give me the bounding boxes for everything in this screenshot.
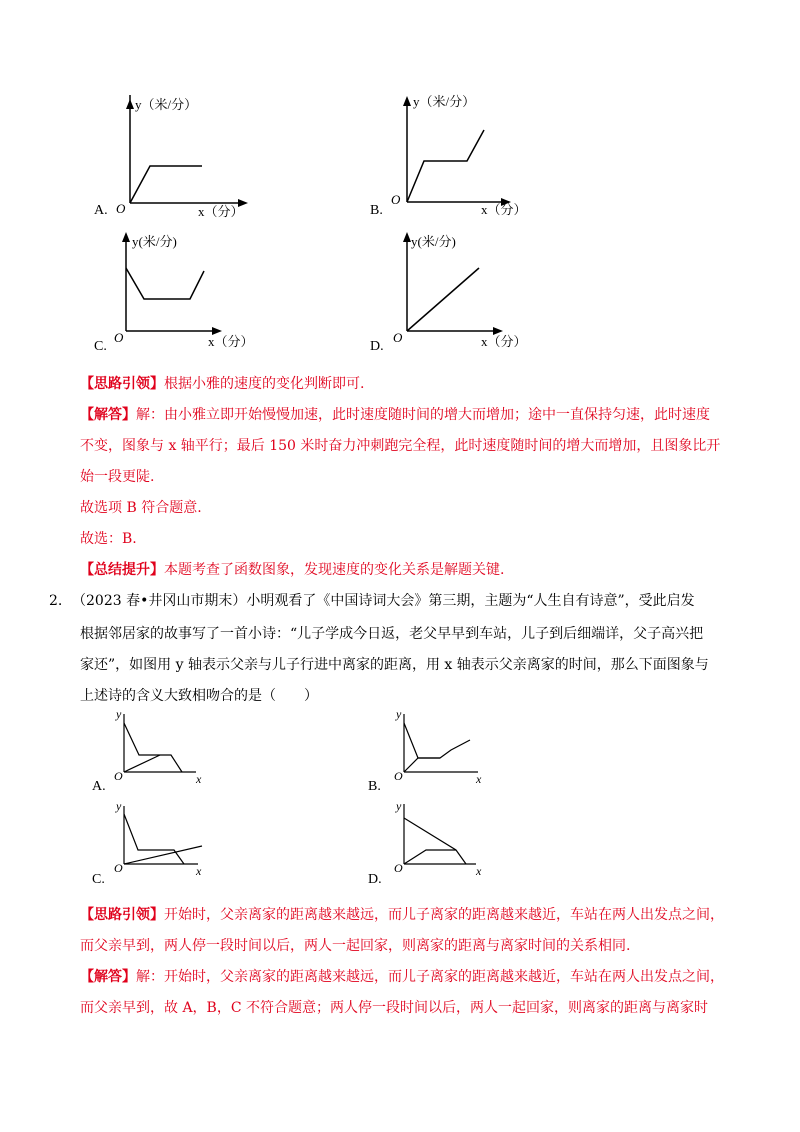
y-axis-label: y(米/分) [132, 234, 177, 249]
origin-label: O [116, 201, 126, 216]
q1-graph-a [110, 95, 270, 225]
q1-graph-b [385, 92, 545, 222]
q2-hint-line-1 [80, 905, 724, 925]
y-axis-label: y [116, 799, 122, 813]
q2-hint-line-2: 而父亲早到，两人停一段时间以后，两人一起回家，则离家的距离与离家时间的关系相同. [80, 938, 631, 954]
origin-label: O [391, 192, 401, 207]
x-axis-label: x [196, 864, 202, 878]
q2-hint-tag: 【思路引领】 [80, 907, 164, 923]
q2-answer-tag: 【解答】 [80, 969, 136, 985]
q2-graph-a [108, 708, 218, 788]
y-axis-label: y [396, 799, 402, 813]
x-axis-label: x [476, 864, 482, 878]
q1-answer-tag: 【解答】 [80, 407, 136, 423]
origin-label: O [114, 330, 124, 345]
q2-option-d-letter[interactable]: D. [368, 872, 382, 887]
y-axis-label: y(米/分) [411, 234, 456, 249]
speed-curve [407, 130, 484, 202]
q2-option-c-letter[interactable]: C. [92, 872, 105, 887]
q1-answer-line-3: 始一段更陡. [80, 469, 155, 485]
q1-answer-line-2: 不变，图象与 x 轴平行；最后 150 米时奋力冲刺跑完全程，此时速度随时间的增大而增加，且图象比开 [80, 438, 721, 454]
son-curve [124, 755, 160, 772]
y-axis-label: y（米/分） [135, 97, 198, 112]
speed-curve [126, 268, 204, 299]
origin-label: O [114, 769, 123, 783]
father-curve [124, 723, 182, 772]
q1-graph-d [385, 228, 545, 348]
q2-graph-c [108, 800, 218, 880]
q2-hint-text-1: 开始时，父亲离家的距离越来越远，而儿子离家的距离越来越近，车站在两人出发点之间， [164, 907, 724, 923]
q1-hint-text: 根据小雅的速度的变化判断即可. [164, 376, 365, 392]
q2-stem-line-2: 根据邻居家的故事写了一首小诗：“儿子学成今日返，老父早早到车站，儿子到后细端详，父子高兴把 [80, 626, 704, 642]
q1-option-a-letter[interactable]: A. [94, 203, 108, 218]
father-curve [404, 723, 440, 758]
q2-number: 2. [49, 593, 63, 609]
y-arrow-icon [126, 99, 134, 109]
q1-hint-tag: 【思路引领】 [80, 376, 164, 392]
q1-choice: 故选：B. [80, 531, 137, 547]
x-axis-label: x [196, 772, 202, 786]
x-axis-label: x（分） [208, 334, 254, 349]
q2-option-b-letter[interactable]: B. [368, 779, 381, 794]
speed-curve [407, 268, 479, 331]
q2-option-a-letter[interactable]: A. [92, 779, 106, 794]
son-curve [404, 850, 456, 864]
q2-answer-text-1: 解：开始时，父亲离家的距离越来越远，而儿子离家的距离越来越近，车站在两人出发点之间， [136, 969, 724, 985]
speed-curve [130, 166, 202, 203]
q2-answer-line-2: 而父亲早到，故 A，B，C 不符合题意；两人停一段时间以后，两人一起回家，则离家的距离与离家时 [80, 1000, 709, 1016]
y-arrow-icon [122, 232, 130, 242]
q1-answer-line-1 [80, 405, 710, 425]
q1-option-c-letter[interactable]: C. [94, 339, 107, 354]
q2-graph-d [388, 800, 498, 880]
y-axis-label: y [116, 707, 122, 721]
origin-label: O [394, 861, 403, 875]
q2-stem-line-4: 上述诗的含义大致相吻合的是（ ） [80, 688, 318, 704]
y-axis-label: y（米/分） [413, 94, 476, 109]
y-arrow-icon [403, 232, 411, 242]
q2-stem-line-1: （2023 春•井冈山市期末）小明观看了《中国诗词大会》第三期，主题为“人生自有诗意”，受此启发 [72, 593, 695, 609]
x-axis-label: x（分） [198, 204, 244, 219]
q1-summary-tag: 【总结提升】 [80, 562, 164, 578]
son-curve [124, 846, 202, 864]
father-curve [404, 818, 466, 864]
y-axis-label: y [396, 707, 402, 721]
q1-option-b-letter[interactable]: B. [370, 203, 383, 218]
q1-option-d-letter[interactable]: D. [370, 339, 384, 354]
x-axis-label: x（分） [481, 334, 527, 349]
son-curve [404, 740, 470, 772]
q2-answer-line-1 [80, 967, 724, 987]
q1-graph-c [104, 228, 264, 348]
x-axis-label: x（分） [481, 202, 527, 217]
origin-label: O [393, 330, 403, 345]
q2-graph-b [388, 708, 498, 788]
y-arrow-icon [403, 96, 411, 106]
origin-label: O [114, 861, 123, 875]
q1-hint [80, 374, 364, 394]
q2-stem-line-3: 家还”，如图用 y 轴表示父亲与儿子行进中离家的距离，用 x 轴表示父亲离家的时间，那么下面图象与 [80, 657, 709, 673]
q1-summary-text: 本题考查了函数图象，发现速度的变化关系是解题关键. [164, 562, 505, 578]
q1-summary [80, 560, 504, 580]
origin-label: O [394, 769, 403, 783]
q1-answer-text-1: 解：由小雅立即开始慢慢加速，此时速度随时间的增大而增加；途中一直保持匀速，此时速度 [136, 407, 710, 423]
q1-conclusion: 故选项 B 符合题意. [80, 500, 202, 516]
x-axis-label: x [476, 772, 482, 786]
